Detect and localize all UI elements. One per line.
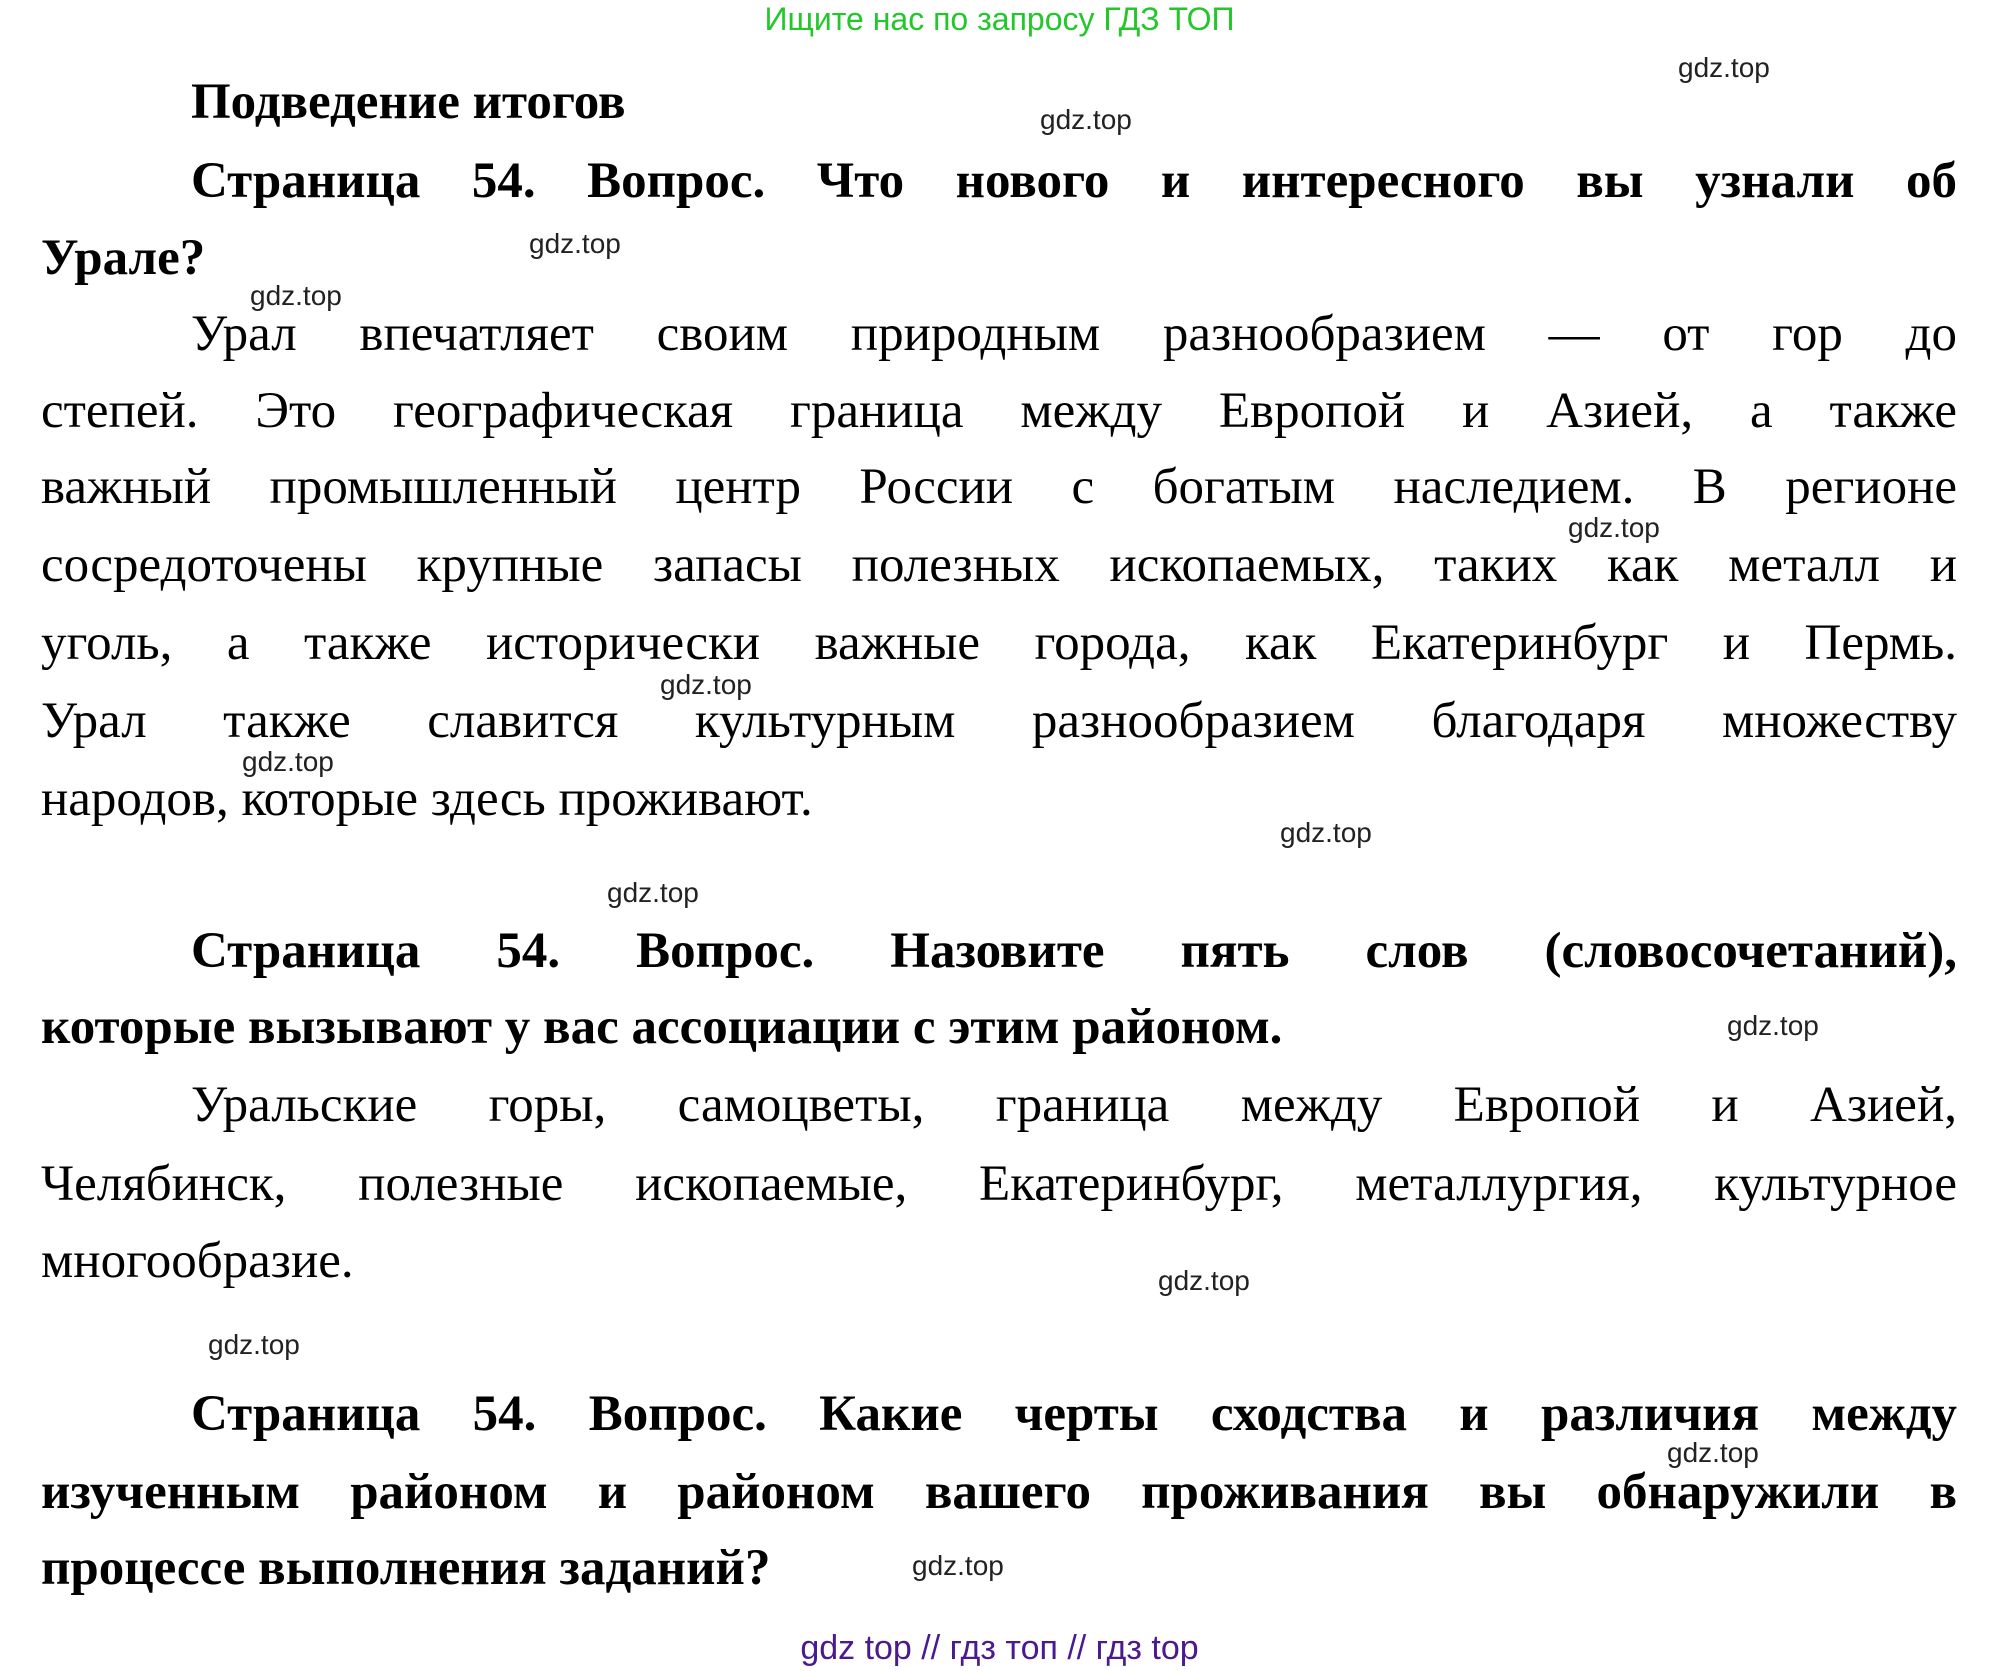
footer-links[interactable]: gdz top // гдз топ // гдз top: [800, 1629, 1199, 1667]
question-3-line: изученным районом и районом вашего проживания вы обнаружили в: [41, 1464, 1957, 1520]
question-1-line: Урале?: [41, 230, 206, 286]
watermark: gdz.top: [250, 280, 342, 311]
answer-2-line: многообразие.: [41, 1233, 354, 1289]
promo-banner[interactable]: Ищите нас по запросу ГДЗ ТОП: [764, 1, 1235, 37]
answer-1-line: Урал впечатляет своим природным разнообразием — от гор до: [191, 306, 1957, 362]
question-2-line: которые вызывают у вас ассоциации с этим районом.: [41, 999, 1283, 1055]
watermark: gdz.top: [607, 877, 699, 908]
watermark: gdz.top: [1040, 104, 1132, 135]
answer-1-line: степей. Это географическая граница между Европой и Азией, а также: [41, 383, 1957, 439]
section-title: Подведение итогов: [191, 74, 626, 130]
watermark: gdz.top: [912, 1550, 1004, 1581]
watermark: gdz.top: [1568, 512, 1660, 543]
watermark: gdz.top: [208, 1329, 300, 1360]
watermark: gdz.top: [529, 228, 621, 259]
watermark: gdz.top: [660, 669, 752, 700]
watermark: gdz.top: [1667, 1437, 1759, 1468]
watermark: gdz.top: [1727, 1010, 1819, 1041]
answer-2-line: Уральские горы, самоцветы, граница между Европой и Азией,: [191, 1077, 1957, 1133]
question-2-line: Страница 54. Вопрос. Назовите пять слов (словосочетаний),: [191, 923, 1957, 979]
watermark: gdz.top: [1678, 52, 1770, 83]
watermark: gdz.top: [1280, 817, 1372, 848]
answer-1-line: уголь, а также исторически важные города, как Екатеринбург и Пермь.: [41, 615, 1957, 671]
answer-1-line: важный промышленный центр России с богатым наследием. В регионе: [41, 459, 1957, 515]
question-1-line: Страница 54. Вопрос. Что нового и интересного вы узнали об: [191, 153, 1957, 209]
watermark: gdz.top: [242, 746, 334, 777]
question-3-line: процессе выполнения заданий?: [41, 1540, 771, 1596]
answer-1-line: сосредоточены крупные запасы полезных ископаемых, таких как металл и: [41, 537, 1957, 593]
answer-1-line: народов, которые здесь проживают.: [41, 771, 813, 827]
answer-2-line: Челябинск, полезные ископаемые, Екатеринбург, металлургия, культурное: [41, 1156, 1957, 1212]
watermark: gdz.top: [1158, 1265, 1250, 1296]
question-3-line: Страница 54. Вопрос. Какие черты сходства и различия между: [191, 1386, 1957, 1442]
answer-1-line: Урал также славится культурным разнообразием благодаря множеству: [41, 693, 1957, 749]
